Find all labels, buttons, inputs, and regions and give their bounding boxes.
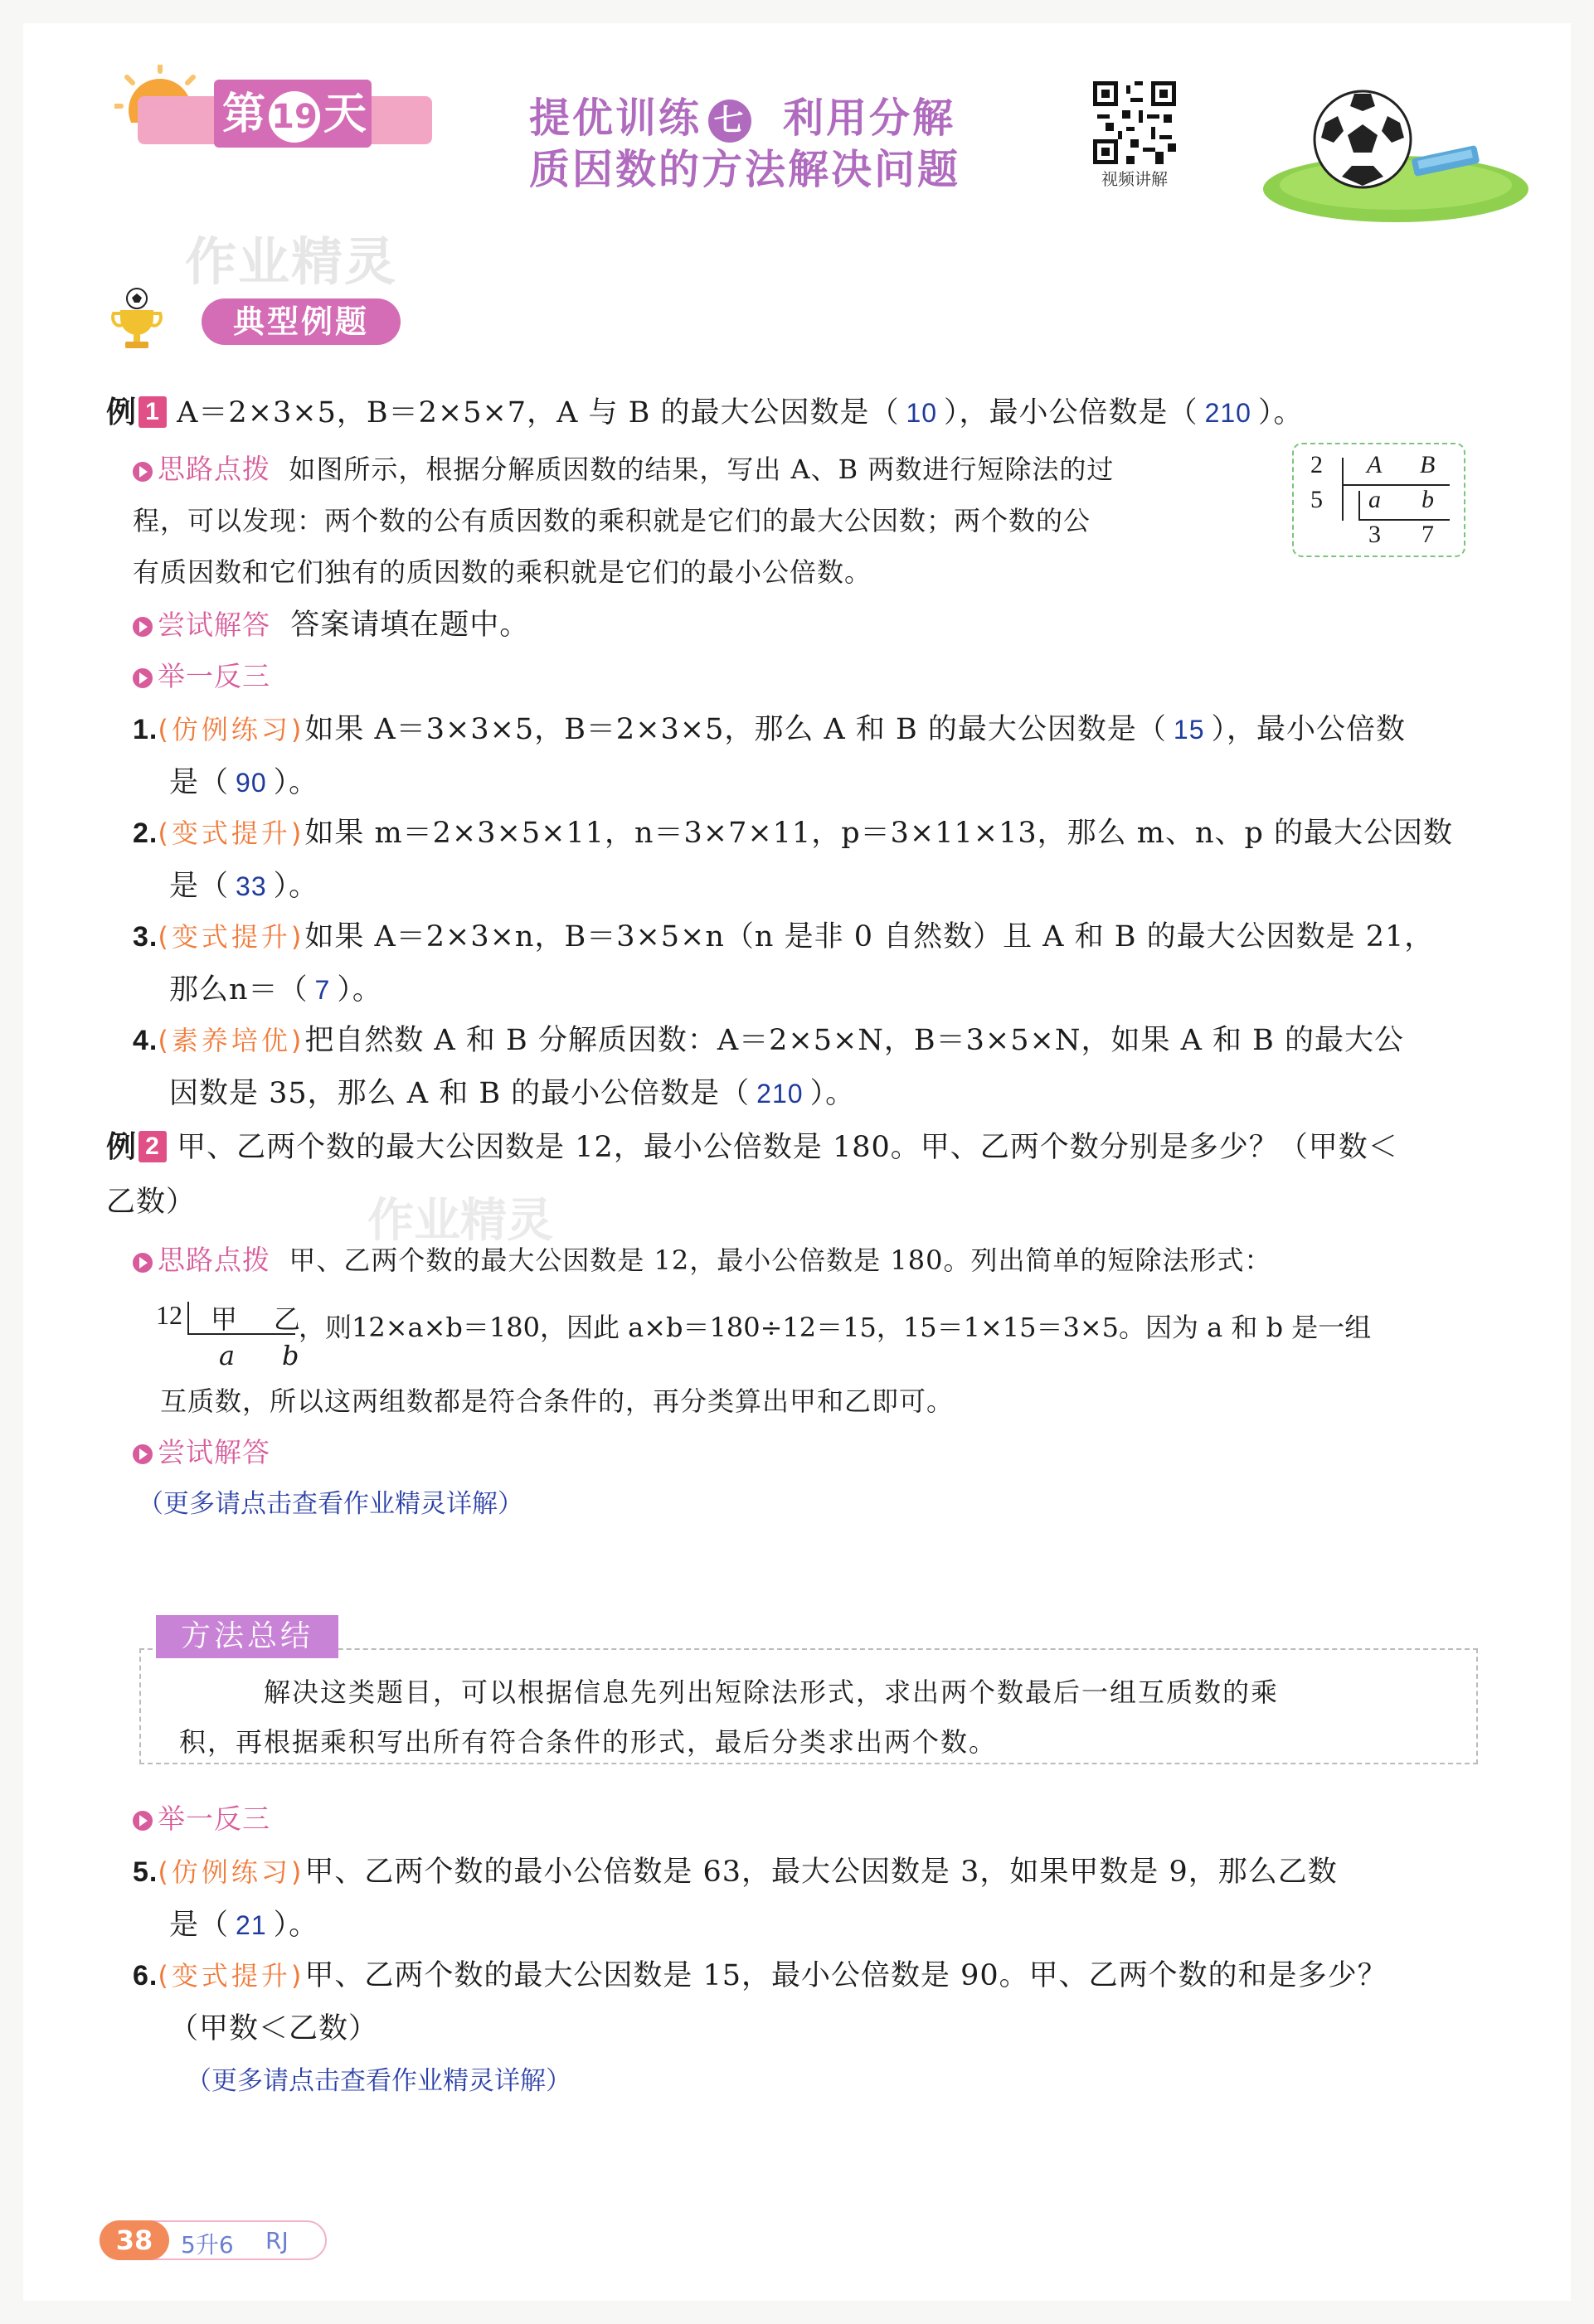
question-number: 2. xyxy=(133,818,158,849)
question-text-c: 是（ xyxy=(169,766,230,799)
question-text: 如果 A＝3×3×5，B＝2×3×5，那么 A 和 B 的最大公因数是（ xyxy=(304,713,1167,746)
hint-label: 思路点拨 xyxy=(158,1244,270,1276)
method-title: 方法总结 xyxy=(156,1615,338,1658)
hint-line1: 甲、乙两个数的最大公因数是 12，最小公倍数是 180。列出简单的短除法形式： xyxy=(289,1244,1272,1276)
try-label: 尝试解答 xyxy=(158,609,270,641)
title-part1: 提优训练 xyxy=(529,95,702,142)
bullet-icon xyxy=(133,1811,153,1831)
question-text: 甲、乙两个数的最大公因数是 15，最小公倍数是 90。甲、乙两个数的和是多少？ xyxy=(304,1959,1387,1992)
division-top-b: 乙 xyxy=(274,1303,301,1335)
question-text-b: ），最小公倍数 xyxy=(1211,713,1406,746)
bullet-icon xyxy=(133,617,153,637)
answer-lcm[interactable]: 90 xyxy=(236,768,267,798)
question-text-d: ）。 xyxy=(273,766,319,799)
question-tag: (仿例练习) xyxy=(158,714,305,745)
question-text-c: （甲数＜乙数） xyxy=(169,2012,379,2045)
page-number: 38 xyxy=(100,2220,169,2260)
watermark: 作业精灵 xyxy=(185,231,398,292)
hint-line3: 有质因数和它们独有的质因数的乘积就是它们的最小公倍数。 xyxy=(133,556,872,588)
practice-label: 举一反三 xyxy=(158,660,270,692)
question-tag: (变式提升) xyxy=(158,921,305,953)
try-text: 答案请填在题中。 xyxy=(290,609,530,642)
hint-line2: ，则12×a×b＝180，因此 a×b＝180÷12＝15，15＝1×15＝3×5。因为 a 和 b 是一组 xyxy=(299,1312,1372,1343)
question-text: 如果 A＝2×3×n，B＝3×5×n（n 是非 0 自然数）且 A 和 B 的最大公因数是 21， xyxy=(304,920,1435,953)
example1-text-a: A＝2×3×5，B＝2×5×7，A 与 B 的最大公因数是（ xyxy=(177,396,900,429)
answer[interactable]: 7 xyxy=(314,975,331,1005)
example2-question xyxy=(106,1126,1516,1224)
header-banner xyxy=(131,73,446,149)
example1-hint xyxy=(133,448,1294,594)
hint-line2: 程，可以发现：两个数的公有质因数的乘积就是它们的最大公因数；两个数的公 xyxy=(133,505,1091,536)
diagram-top-a: A xyxy=(1367,451,1383,478)
question-number: 6. xyxy=(133,1960,158,1992)
soccer-ball-icon xyxy=(1259,73,1533,226)
example1-practice xyxy=(133,655,270,698)
example1-question xyxy=(106,391,1303,434)
section-typical-examples xyxy=(102,287,417,353)
section-typical-title: 典型例题 xyxy=(202,298,401,345)
example2-try xyxy=(133,1431,270,1474)
answer-gcd[interactable]: 15 xyxy=(1173,715,1205,745)
question-text: 甲、乙两个数的最小公倍数是 63，最大公因数是 3，如果甲数是 9，那么乙数 xyxy=(304,1856,1338,1889)
example2-hint xyxy=(133,1239,1543,1282)
question-tag: (变式提升) xyxy=(158,818,305,849)
bullet-icon xyxy=(133,1444,153,1464)
question-5 xyxy=(133,1851,1543,1947)
title-circle: 七 xyxy=(708,99,751,143)
watermark-2: 作业精灵 xyxy=(367,1194,553,1248)
footer xyxy=(100,2220,348,2262)
question-text: 把自然数 A 和 B 分解质因数：A＝2×5×N，B＝3×5×N，如果 A 和 B 的最大公 xyxy=(304,1024,1404,1057)
question-tag: (变式提升) xyxy=(158,1960,305,1992)
question-text-d: ）。 xyxy=(273,1909,319,1942)
question-2 xyxy=(133,812,1543,908)
short-division-diagram xyxy=(1292,443,1465,557)
example1-text-c: ）。 xyxy=(1257,396,1304,429)
question-number: 1. xyxy=(133,714,158,745)
question-text-c: 因数是 35，那么 A 和 B 的最小公倍数是（ xyxy=(169,1077,751,1110)
question-text-c: 是（ xyxy=(169,870,230,903)
answer[interactable]: 33 xyxy=(236,871,267,901)
diagram-top-b: B xyxy=(1420,451,1436,478)
diagram-mid-a: a xyxy=(1368,486,1381,513)
try-label: 尝试解答 xyxy=(158,1436,270,1468)
qr-code[interactable] xyxy=(1093,81,1176,164)
day-number: 19 xyxy=(269,91,320,143)
day-prefix: 第 xyxy=(222,90,266,139)
question-text-c: 是（ xyxy=(169,1909,230,1942)
more-details-link-2[interactable]: （更多请点击查看作业精灵详解） xyxy=(186,2066,571,2096)
question-number: 3. xyxy=(133,921,158,953)
example1-label: 例 xyxy=(106,395,138,429)
example1-answer-gcd[interactable]: 10 xyxy=(906,398,938,428)
diagram-bot-a: 3 xyxy=(1368,521,1381,548)
more-details-link[interactable]: （更多请点击查看作业精灵详解） xyxy=(138,1489,523,1519)
bullet-icon xyxy=(133,668,153,688)
division-divisor: 12 xyxy=(156,1300,182,1330)
example1-text-b: ），最小公倍数是（ xyxy=(944,396,1198,429)
title-line2: 质因数的方法解决问题 xyxy=(529,146,961,193)
question-number: 5. xyxy=(133,1856,158,1888)
qr-caption: 视频讲解 xyxy=(1101,169,1168,189)
example2-label: 例 xyxy=(106,1130,138,1164)
example2-line1: 甲、乙两个数的最大公因数是 12，最小公倍数是 180。甲、乙两个数分别是多少？（甲数＜ xyxy=(177,1131,1398,1164)
example1-try xyxy=(133,604,529,647)
trophy-icon xyxy=(102,287,168,353)
question-text-d: ）。 xyxy=(809,1077,856,1110)
edition-label: RJ xyxy=(265,2227,289,2254)
method-line2: 积，再根据乘积写出所有符合条件的形式，最后分类求出两个数。 xyxy=(179,1726,998,1758)
example2-hint-line3: 互质数，所以这两组数都是符合条件的，再分类算出甲和乙即可。 xyxy=(160,1385,955,1417)
answer[interactable]: 21 xyxy=(236,1910,267,1940)
grade-label: 5升6 xyxy=(181,2231,234,2259)
diagram-mid-b: b xyxy=(1421,486,1434,513)
question-tag: (仿例练习) xyxy=(158,1856,305,1888)
question-6 xyxy=(133,1954,1543,2050)
day-suffix: 天 xyxy=(323,90,367,139)
division-bot-b: b xyxy=(282,1340,299,1371)
question-tag: (素养培优) xyxy=(158,1025,305,1056)
question-text-d: ）。 xyxy=(337,973,382,1007)
diagram-bot-b: 7 xyxy=(1421,521,1434,548)
question-1 xyxy=(133,708,1543,804)
question-text-d: ）。 xyxy=(273,870,319,903)
division-top-a: 甲 xyxy=(211,1303,238,1335)
method-summary xyxy=(139,1615,1479,1764)
practice2 xyxy=(133,1798,270,1841)
example2-num: 2 xyxy=(139,1131,167,1162)
method-line1: 解决这类题目，可以根据信息先列出短除法形式，求出两个数最后一组互质数的乘 xyxy=(264,1676,1280,1708)
page-title xyxy=(529,93,1068,196)
diagram-divisor2: 5 xyxy=(1310,486,1323,513)
question-text-c: 那么n＝（ xyxy=(169,973,309,1007)
bullet-icon xyxy=(133,462,153,482)
page xyxy=(23,23,1571,2301)
question-number: 4. xyxy=(133,1025,158,1056)
example2-division xyxy=(133,1292,1543,1383)
division-bot-a: a xyxy=(219,1340,236,1371)
hint-line1: 如图所示，根据分解质因数的结果，写出 A、B 两数进行短除法的过 xyxy=(289,454,1115,485)
qr-code-icon xyxy=(1093,81,1176,164)
example2-line2: 乙数） xyxy=(106,1186,197,1219)
question-4 xyxy=(133,1019,1543,1115)
title-part2: 利用分解 xyxy=(783,95,956,142)
question-3 xyxy=(133,915,1543,1012)
bullet-icon xyxy=(133,1253,153,1273)
question-text: 如果 m＝2×3×5×11，n＝3×7×11，p＝3×11×13，那么 m、n、p 的最大公因数 xyxy=(304,817,1454,850)
diagram-divisor1: 2 xyxy=(1310,451,1323,478)
example1-answer-lcm[interactable]: 210 xyxy=(1204,398,1251,428)
example1-num: 1 xyxy=(139,396,167,428)
hint-label: 思路点拨 xyxy=(158,453,270,485)
answer[interactable]: 210 xyxy=(756,1079,804,1109)
practice-label: 举一反三 xyxy=(158,1802,270,1835)
